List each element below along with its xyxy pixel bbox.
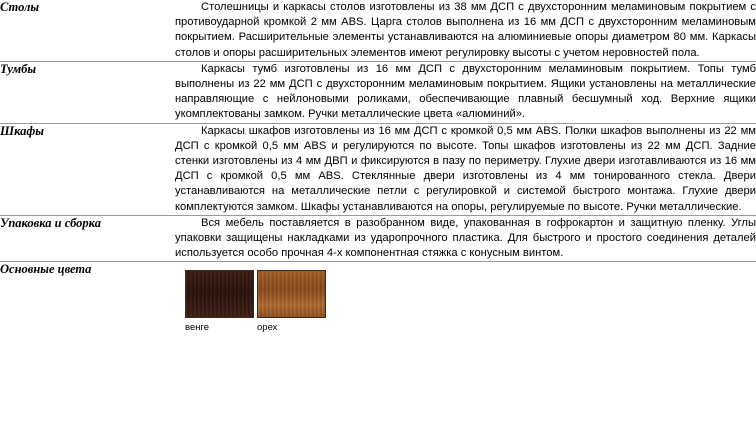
row-label: Столы xyxy=(0,0,40,14)
row-label: Тумбы xyxy=(0,61,37,76)
row-label-cell xyxy=(0,0,175,61)
swatch-item-oreh xyxy=(257,270,326,334)
row-body-cell xyxy=(175,61,756,123)
color-swatch-label: венге xyxy=(185,322,210,334)
row-label-cell xyxy=(0,262,175,341)
swatch-item-wenge xyxy=(185,270,254,334)
row-label-cell xyxy=(0,123,175,215)
swatch-row xyxy=(185,270,748,334)
row-body-cell xyxy=(175,123,756,215)
row-body-cell xyxy=(175,215,756,262)
row-label-cell xyxy=(0,61,175,123)
table-row xyxy=(0,123,756,215)
table-row-colors xyxy=(0,262,756,341)
row-paragraph: Столешницы и каркасы столов изготовлены из 38 мм ДСП с двухсторонним меламиновым покрытием с противоударной кромкой 2 мм ABS. Царга столов выполнена из 16 мм ДСП с двухсторонним меламиновым покрытием. Расширительные элементы устанавливаются на алюминиевые опоры диаметром 80 мм. Каркасы столов и опоры расширительных элементов имеют регулировку высоты с учетом неровностей пола. xyxy=(175,1,756,59)
color-swatch-wenge xyxy=(185,270,254,318)
row-label: Шкафы xyxy=(0,123,44,138)
table-row xyxy=(0,61,756,123)
color-swatch-label: орех xyxy=(257,322,278,334)
row-label: Основные цвета xyxy=(0,262,92,277)
color-swatches-cell xyxy=(175,262,756,341)
table-row xyxy=(0,215,756,262)
color-swatch-oreh xyxy=(257,270,326,318)
row-label: Упаковка и сборка xyxy=(0,215,101,230)
row-label-cell xyxy=(0,215,175,262)
row-paragraph: Каркасы шкафов изготовлены из 16 мм ДСП с кромкой 0,5 мм ABS. Полки шкафов выполнены из 22 мм ДСП с кромкой 0,5 мм ABS и регулируются по высоте. Топы шкафов изготовлены из 22 мм ДСП. Задние стенки изготовлены из 4 мм ДВП и фиксируются в пазу по периметру. Глухие двери изготавливаются из 16 мм ДСП с кромкой 0,5 мм ABS. Стеклянные двери изготовлены из 4 мм тонированного стекла. Двери устанавливаются на металлические петли с регулировкой и системой быстрого монтажа. Глухие двери комплектуются замком. Шкафы устанавливаются на опоры, регулируемые по высоте. Ручки металлические. xyxy=(175,124,756,213)
table-row xyxy=(0,0,756,61)
row-paragraph: Вся мебель поставляется в разобранном виде, упакованная в гофрокартон и защитную пленку. Углы упаковки защищены накладками из ударопрочного пластика. Для быстрого и простого соединения деталей используется особо прочная 4-х компонентная стяжка с конусным винтом. xyxy=(175,216,756,260)
row-paragraph: Каркасы тумб изготовлены из 16 мм ДСП с двухсторонним меламиновым покрытием. Топы тумб выполнены из 22 мм ДСП с двухсторонним меламиновым покрытием. Ящики установлены на металлические направляющие с нейлоновыми роликами, обеспечивающие плавный бесшумный ход. Верхние ящики укомплектованы замком. Ручки металлические цвета «алюминий». xyxy=(175,62,756,121)
color-swatches xyxy=(175,262,756,340)
row-body-cell xyxy=(175,0,756,61)
